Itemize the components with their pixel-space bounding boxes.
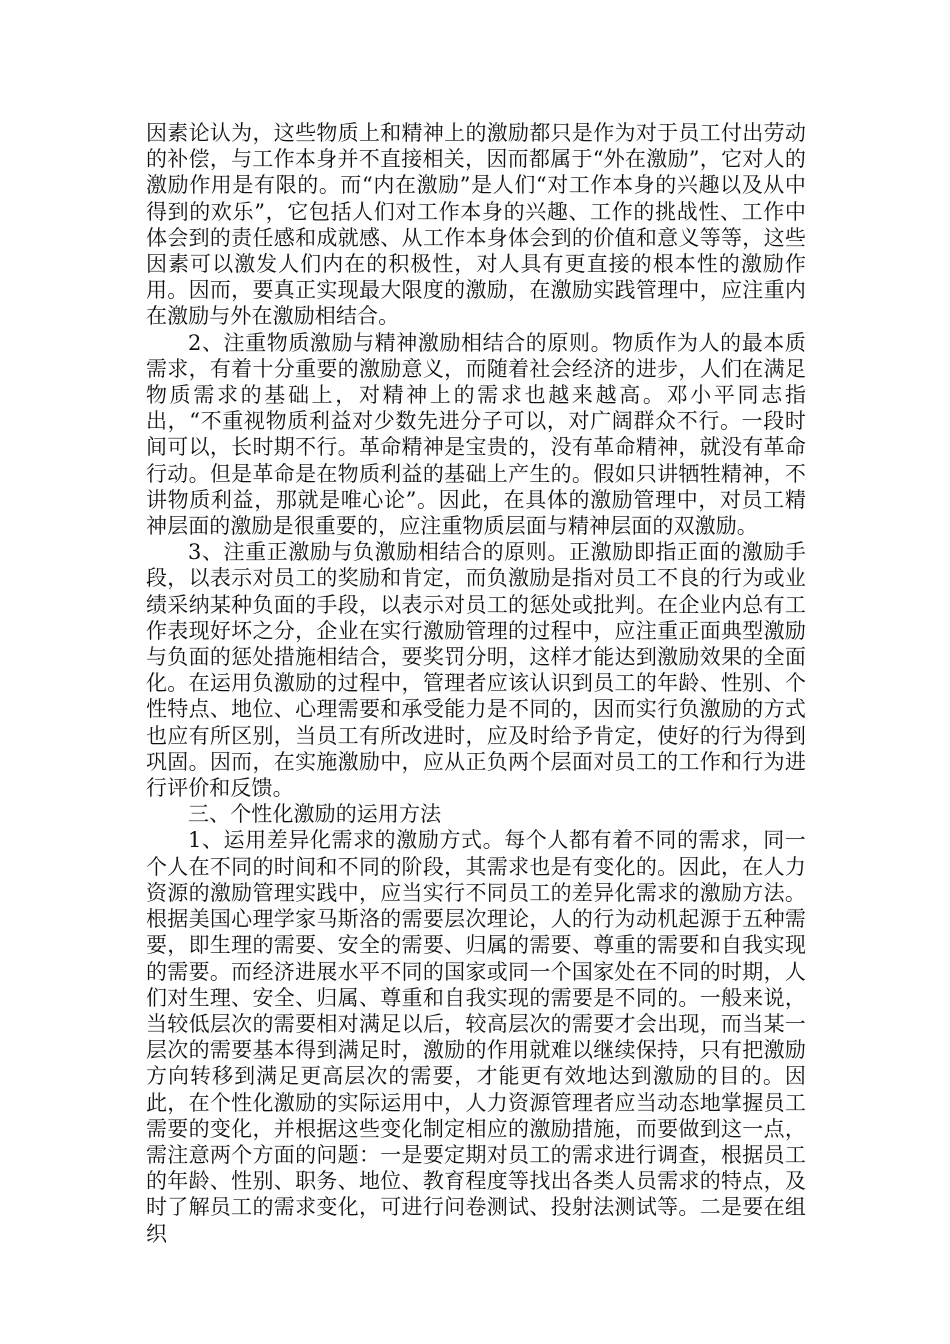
paragraph-principle-2: 2、注重物质激励与精神激励相结合的原则。物质作为人的最本质需求，有着十分重要的激励意义，而随着社会经济的进步，人们在满足物质需求的基础上，对精神上的需求也越来越高。邓小平同志指出，“不重视物质利益对少数先进分子可以，对广阔群众不行。一段时间可以，长时期不行。革命精神是宝贵的，没有革命精神，就没有革命行动。但是革命是在物质利益的基础上产生的。假如只讲牺牲精神，不讲物质利益，那就是唯心论”。因此，在具体的激励管理中，对员工精神层面的激励是很重要的，应注重物质层面与精神层面的双激励。 [146, 330, 806, 539]
paragraph-continuation: 因素论认为，这些物质上和精神上的激励都只是作为对于员工付出劳动的补偿，与工作本身并不直接相关，因而都属于“外在激励”，它对人的激励作用是有限的。而“内在激励”是人们“对工作本身的兴趣以及从中得到的欢乐”，它包括人们对工作本身的兴趣、工作的挑战性、工作中体会到的责任感和成就感、从工作本身体会到的价值和意义等等，这些因素可以激发人们内在的积极性，对人具有更直接的根本性的激励作用。因而，要真正实现最大限度的激励，在激励实践管理中，应注重内在激励与外在激励相结合。 [146, 121, 806, 329]
paragraph-principle-3: 3、注重正激励与负激励相结合的原则。正激励即指正面的激励手段，以表示对员工的奖励和肯定，而负激励是指对员工不良的行为或业绩采纳某种负面的手段，以表示对员工的惩处或批判。在企业内总有工作表现好坏之分，企业在实行激励管理的过程中，应注重正面典型激励与负面的惩处措施相结合，要奖罚分明，这样才能达到激励效果的全面化。在运用负激励的过程中，管理者应该认识到员工的年龄、性别、个性特点、地位、心理需要和承受能力是不同的，因而实行负激励的方式也应有所区别，当员工有所改进时，应及时给予肯定，使好的行为得到巩固。因而，在实施激励中，应从正负两个层面对员工的工作和行为进行评价和反馈。 [146, 540, 806, 801]
paragraph-method-1: 1、运用差异化需求的激励方式。每个人都有着不同的需求，同一个人在不同的时间和不同的阶段，其需求也是有变化的。因此，在人力资源的激励管理实践中，应当实行不同员工的差异化需求的激励方法。根据美国心理学家马斯洛的需要层次理论，人的行为动机起源于五种需要，即生理的需要、安全的需要、归属的需要、尊重的需要和自我实现的需要。而经济进展水平不同的国家或同一个国家处在不同的时期，人们对生理、安全、归属、尊重和自我实现的需要是不同的。一般来说，当较低层次的需要相对满足以后，较高层次的需要才会出现，而当某一层次的需要基本得到满足时，激励的作用就难以继续保持，只有把激励方向转移到满足更高层次的需要，才能更有效地达到激励的目的。因此，在个性化激励的实际运用中，人力资源管理者应当动态地掌握员工需要的变化，并根据这些变化制定相应的激励措施，而要做到这一点，需注意两个方面的问题：一是要定期对员工的需求进行调查，根据员工的年龄、性别、职务、地位、教育程度等找出各类人员需求的特点，及时了解员工的需求变化，可进行问卷测试、投射法测试等。二是要在组织 [146, 828, 806, 1246]
document-body [146, 120, 806, 1247]
section-heading-3: 三、个性化激励的运用方法 [188, 802, 442, 827]
